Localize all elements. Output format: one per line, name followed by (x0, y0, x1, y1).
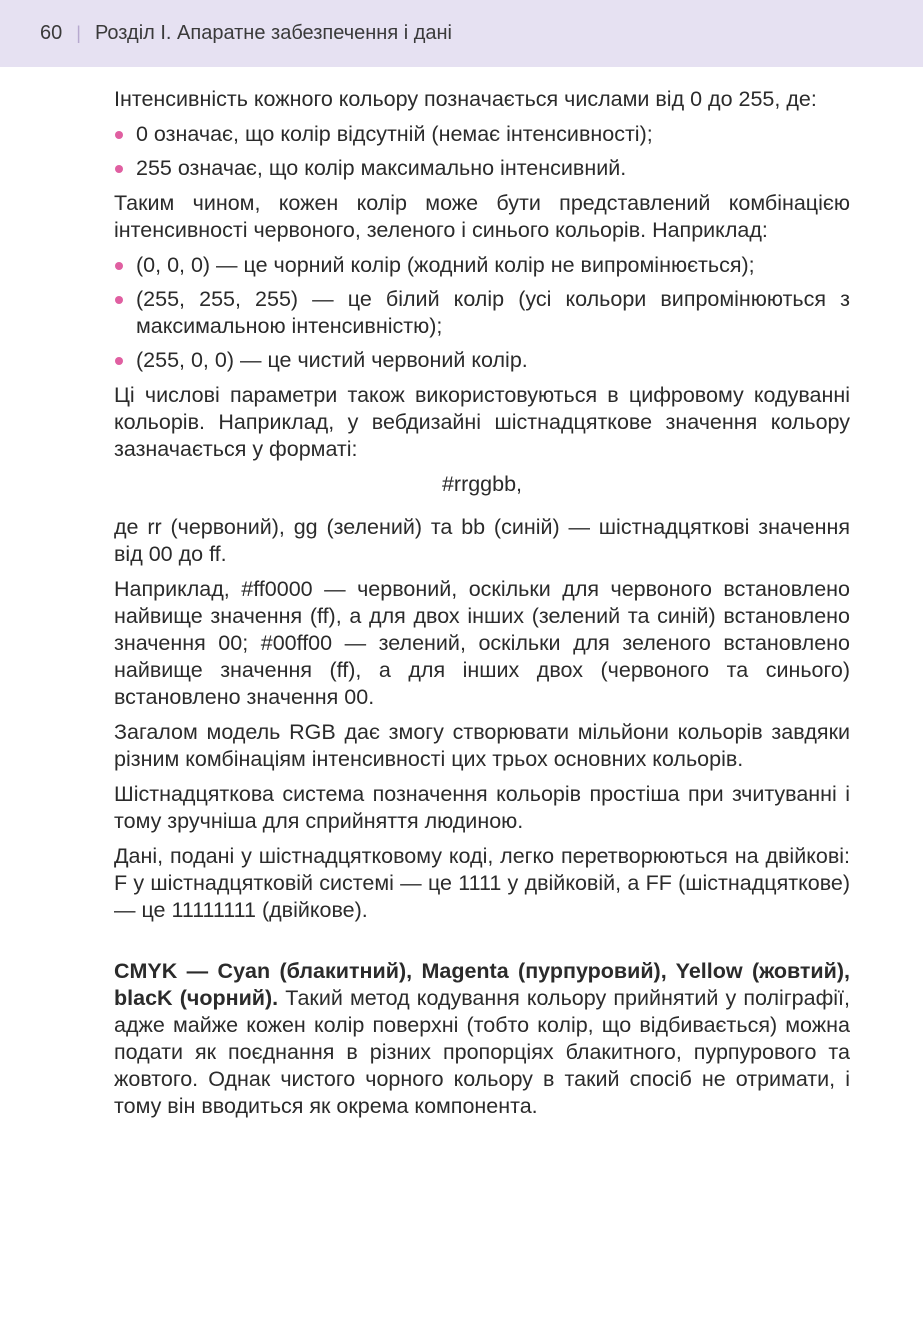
page-number: 60 (40, 22, 63, 44)
paragraph-hex-intro: Ці числові параметри також використовуються в цифровому кодуванні кольорів. Наприклад, у вебдизайні шістнадцяткове значення кольору зазначається у форматі: (114, 383, 850, 461)
paragraph-intro: Інтенсивність кожного кольору позначається числами від 0 до 255, де: (114, 87, 817, 111)
bullet-icon (115, 131, 123, 139)
header-separator: | (76, 23, 81, 43)
paragraph-hex-binary: Дані, подані у шістнадцятковому коді, легко перетворюються на двійкові: F у шістнадцятковій системі — це 1111 у двійковій, а FF (шістнадцяткове) — це 11111111 (двійкове). (114, 844, 850, 922)
list-item-text: 0 означає, що колір відсутній (немає інтенсивності); (136, 122, 653, 146)
paragraph-hex-readability: Шістнадцяткова система позначення кольорів простіша при зчитуванні і тому зручніша для сприйняття людиною. (114, 782, 850, 833)
list-item-text: (0, 0, 0) — це чорний колір (жодний колір не випромінюється); (136, 253, 755, 277)
list-item (114, 252, 850, 279)
paragraph-cmyk (114, 958, 850, 1120)
paragraph-hex-example: Наприклад, #ff0000 — червоний, оскільки для червоного встановлено найвище значення (ff), а для двох інших (зелений та синій) встановлено значення 00; #00ff00 — зелений, оскільки для зеленого встановлено найвище значення (ff), а для інших двох (червоного та синього) встановлено значення 00. (114, 577, 850, 709)
section-spacer (114, 932, 850, 958)
cmyk-term: CMYK — Cyan (блакитний), Magenta (пурпуровий), Yellow (жовтий), blacK (чорний). (114, 959, 850, 1010)
cmyk-text: Такий метод кодування кольору прийнятий у поліграфії, адже майже кожен колір поверхні (тобто колір, що відбивається) можна подати як поєднання в різних пропорціях блакитного, пурпурового та жовтого. Однак чистого чорного кольору в такий спосіб не отримати, і тому він вводиться як окрема компонента. (114, 986, 850, 1118)
page-content (114, 86, 850, 1128)
intensity-list (114, 121, 850, 182)
bullet-icon (115, 165, 123, 173)
list-item (114, 286, 850, 340)
format-formula: #rrggbb, (441, 472, 523, 496)
list-item (114, 155, 850, 182)
paragraph-combination: Таким чином, кожен колір може бути представлений комбінацією інтенсивності червоного, зеленого і синього кольорів. Наприклад: (114, 191, 850, 242)
list-item (114, 121, 850, 148)
paragraph-format-desc: де rr (червоний), gg (зелений) та bb (синій) — шістнадцяткові значення від 00 до ff. (114, 515, 850, 566)
example-list (114, 252, 850, 374)
page-header (0, 0, 923, 67)
list-item-text: (255, 0, 0) — це чистий червоний колір. (136, 348, 528, 372)
list-item (114, 347, 850, 374)
list-item-text: 255 означає, що колір максимально інтенсивний. (136, 156, 627, 180)
paragraph-rgb-summary: Загалом модель RGB дає змогу створювати мільйони кольорів завдяки різним комбінаціям інтенсивності цих трьох основних кольорів. (114, 720, 850, 771)
section-title: Розділ І. Апаратне забезпечення і дані (94, 22, 452, 44)
bullet-icon (115, 262, 123, 270)
bullet-icon (115, 357, 123, 365)
bullet-icon (115, 296, 123, 304)
list-item-text: (255, 255, 255) — це білий колір (усі кольори випромінюються з максимальною інтенсивністю); (136, 287, 850, 338)
